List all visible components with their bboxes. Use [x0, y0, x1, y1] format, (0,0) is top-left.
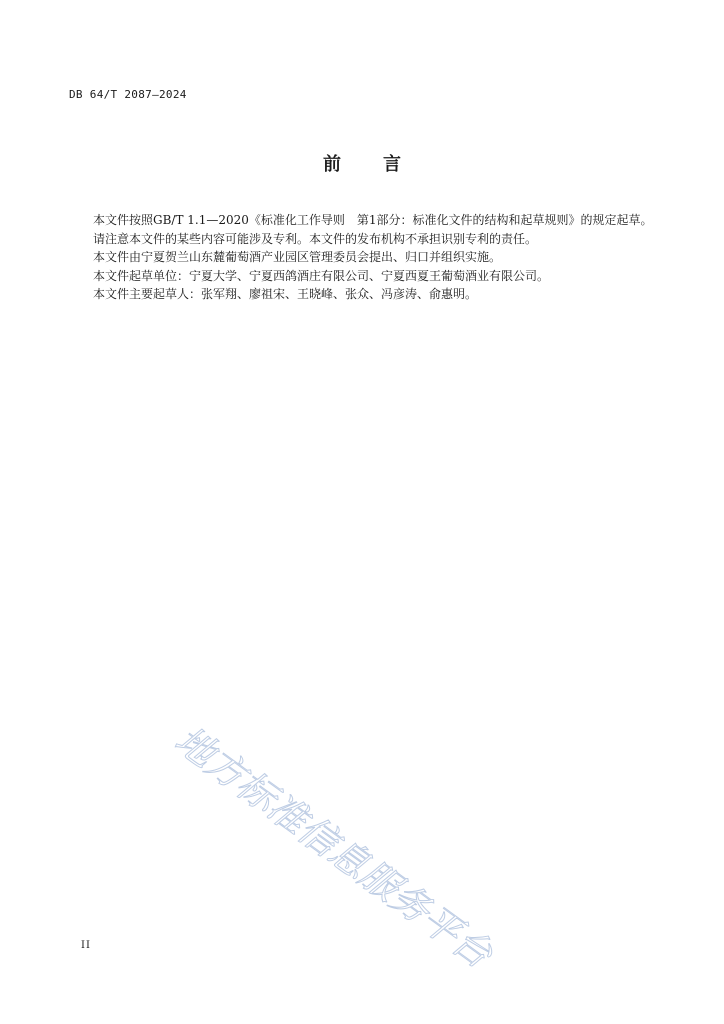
paragraph-drafting-units: 本文件起草单位：宁夏大学、宁夏西鸽酒庄有限公司、宁夏西夏王葡萄酒业有限公司。: [93, 268, 550, 283]
title-char-1: 前: [323, 154, 341, 175]
watermark: 地方标准信息服务平台: [167, 717, 501, 977]
page-title: [0, 150, 724, 176]
foreword-body: [69, 211, 665, 304]
paragraph-proposer: 本文件由宁夏贺兰山东麓葡萄酒产业园区管理委员会提出、归口并组织实施。: [93, 250, 502, 264]
paragraph-drafters: 本文件主要起草人：张军翔、廖祖宋、王晓峰、张众、冯彦涛、俞惠明。: [93, 287, 478, 301]
page-number: II: [81, 940, 91, 951]
standard-code: DB 64/T 2087—2024: [69, 88, 187, 101]
title-char-2: 言: [383, 154, 401, 175]
paragraph-patent-notice: 请注意本文件的某些内容可能涉及专利。本文件的发布机构不承担识别专利的责任。: [93, 231, 538, 246]
paragraph-drafting-rules: 本文件按照GB/T 1.1—2020《标准化工作导则 第1部分：标准化文件的结构和起草规则》的规定起草。: [93, 213, 653, 227]
